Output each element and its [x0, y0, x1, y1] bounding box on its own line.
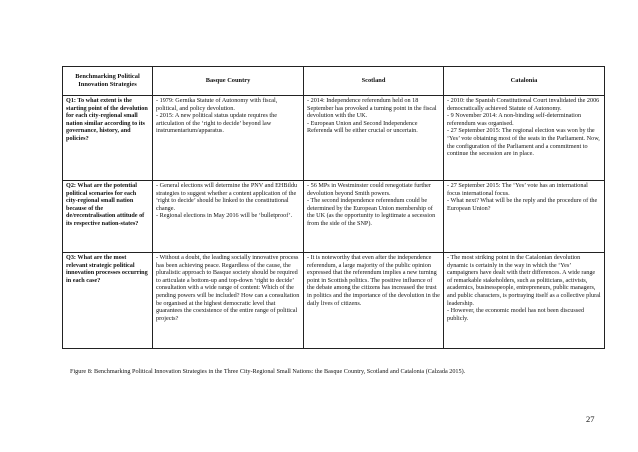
cell-q1-basque: [153, 96, 304, 181]
cell-paragraph: - However, the economic model has not been discussed publicly.: [447, 307, 585, 322]
table-row-q3: [63, 253, 605, 349]
header-basque-country: Basque Country: [153, 67, 304, 96]
cell-q2-catalonia: [444, 181, 605, 253]
cell-paragraph: - 27 September 2015: The regional election was won by the ‘Yes’ vote obtaining most of the seats in the Parliament. Now, the configuration of the Parliament and a commitment to continue the secession are in place.: [447, 127, 600, 158]
cell-paragraph: - What next? What will be the reply and the procedure of the European Union?: [447, 197, 598, 212]
cell-q3-basque: [153, 253, 304, 349]
header-scotland: Scotland: [304, 67, 444, 96]
header-benchmarking: Benchmarking Political Innovation Strategies: [63, 67, 153, 96]
cell-paragraph: - Regional elections in May 2016 will be ‘bulletproof’.: [156, 212, 293, 220]
cell-paragraph: - General elections will determine the PNV and EHBildu strategies to suggest whether a content application of the ‘right to decide’ should be linked to the constitutional change.: [156, 182, 298, 212]
cell-q2-basque: [153, 181, 304, 253]
cell-q2-scotland: [304, 181, 444, 253]
cell-paragraph: - 27 September 2015: The ‘Yes’ vote has an international focus international focus.: [447, 182, 588, 197]
cell-paragraph: - 56 MPs in Westminster could renegotiate further devolution beyond Smith powers.: [307, 182, 431, 197]
header-catalonia: Catalonia: [444, 67, 605, 96]
cell-paragraph: - The second independence referendum could be determined by the European Union membership of the UK (as the opportunity to legitimate a secession from the side of the SNP).: [307, 197, 436, 227]
cell-q3-catalonia: [444, 253, 605, 349]
cell-q1-scotland: [304, 96, 444, 181]
cell-paragraph: - The most striking point in the Catalonian devolution dynamic is certainly in the way in which the ‘Yes’ campaigners have dealt with their differences. A wide range of remarkable stakeholders, such as politicians, activists, academics, businesspeople, entrepreneurs, public managers, and public characters, is portraying itself as a collective plural leadership.: [447, 254, 601, 307]
question-q3: Q3: What are the most relevant strategic political innovation processes occurring in each case?: [63, 253, 153, 349]
table-row-q2: [63, 181, 605, 253]
cell-q1-catalonia: [444, 96, 605, 181]
cell-paragraph: - Without a doubt, the leading socially innovative process has been achieving peace. Regardless of the cause, the pluralistic approach to Basque society should be required to articulate a bottom-up and top-down ‘right to decide’ consultation with a wide range of content: Which of the pending powers will be included? How can a consultation be organised at the highest democratic level that guarantees the coexistence of the entire range of political projects?: [156, 254, 300, 322]
cell-paragraph: - 2010: the Spanish Constitutional Court invalidated the 2006 democratically achieved Statute of Autonomy.: [447, 97, 600, 112]
cell-paragraph: - 2015: A new political status update requires the articulation of the ‘right to decide’ beyond law instrumentarium/apparatus.: [156, 112, 277, 135]
table-header-row: [63, 67, 605, 96]
page-number: 27: [586, 414, 595, 424]
cell-paragraph: - European Union and Second Independence Referenda will be either crucial or uncertain.: [307, 119, 418, 135]
cell-paragraph: - It is noteworthy that even after the independence referendum, a large majority of the public opinion expressed that the referendum implies a new turning point in Scottish politics. The positive influence of the debate among the citizens has increased the trust in politics and the importance of the devolution in the daily lives of citizens.: [307, 254, 440, 307]
cell-paragraph: - 9 November 2014: A non-binding self-determination referendum was organised.: [447, 112, 582, 127]
question-q1: Q1: To what extent is the starting point of the devolution for each city-regional small nation similar according to its governance, history, and policies?: [63, 96, 153, 181]
table-row-q1: [63, 96, 605, 181]
benchmarking-table: [62, 66, 605, 349]
figure-caption: Figure 8: Benchmarking Political Innovation Strategies in the Three City-Regional Small Nations: the Basque Country, Scotland and Catalonia (Calzada 2015).: [70, 368, 466, 375]
cell-q3-scotland: [304, 253, 444, 349]
cell-paragraph: - 2014: Independence referendum held on 18 September has provoked a turning point in the fiscal devolution with the UK.: [307, 97, 437, 120]
question-q2: Q2: What are the potential political scenarios for each city-regional small nation because of the de/recentralisation attitude of its respective nation-states?: [63, 181, 153, 253]
cell-paragraph: - 1979: Gernika Statute of Autonomy with fiscal, political, and policy devolution.: [156, 97, 278, 112]
